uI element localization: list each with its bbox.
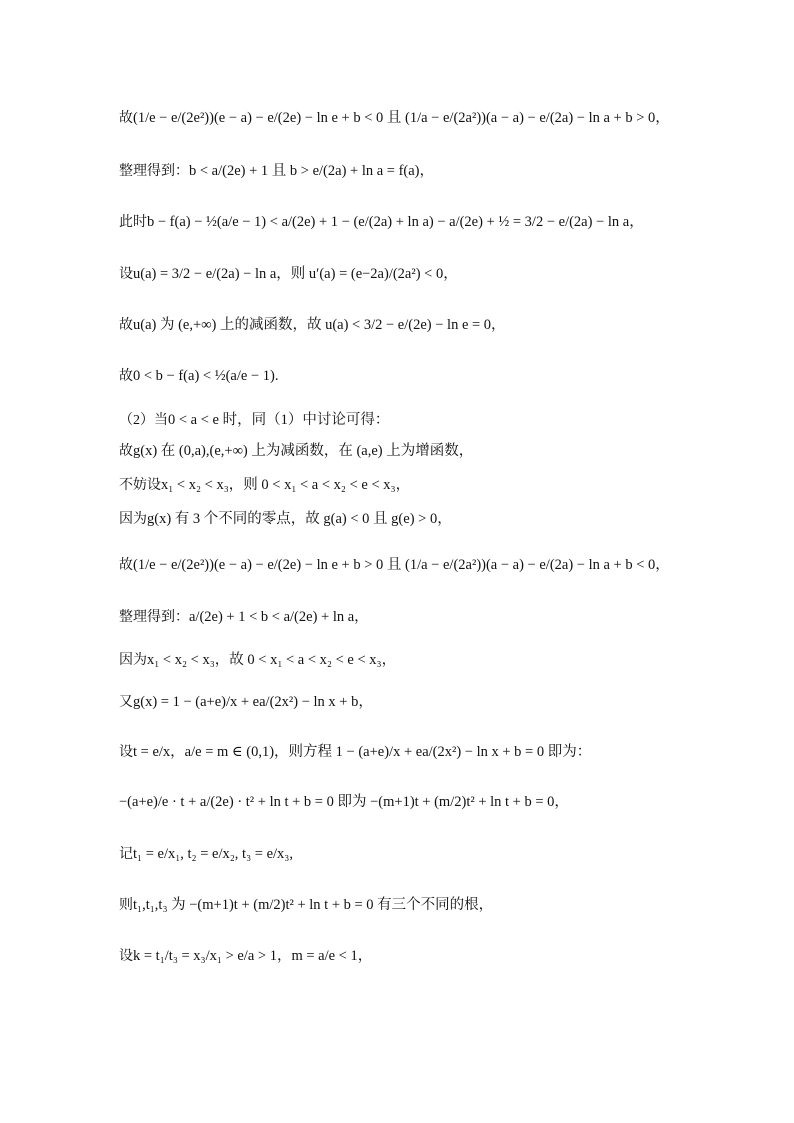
line-6-math: 0 < b − f(a) < ½(a/e − 1).	[133, 368, 279, 384]
line-14-prefix: 又	[119, 695, 133, 710]
line-7-math: 0 < a < e 时，同（1）中讨论可得：	[168, 412, 390, 428]
line-1-math: (1/e − e/(2e²))(e − a) − e/(2e) − ln e + b < 0 且 (1/a − e/(2a²))(a − a) − e/(2a) − ln a + b > 0，	[133, 110, 670, 126]
line-13-math: x₁ < x₂ < x₃，故 0 < x₁ < a < x₂ < e < x₃，	[147, 652, 397, 668]
solution-line-1	[119, 108, 754, 129]
line-5-math: u(a) 为 (e,+∞) 上的减函数，故 u(a) < 3/2 − e/(2e) − ln e = 0，	[133, 317, 506, 333]
line-8-prefix: 故	[119, 444, 133, 459]
solution-line-2	[119, 161, 754, 182]
line-2-prefix: 整理得到：	[119, 164, 189, 179]
line-19-prefix: 设	[119, 949, 133, 964]
line-18-prefix: 则	[119, 898, 133, 913]
line-12-math: a/(2e) + 1 < b < a/(2e) + ln a，	[189, 609, 369, 625]
line-10-prefix: 因为	[119, 512, 147, 527]
line-15-math: t = e/x，a/e = m ∈ (0,1)，则方程 1 − (a+e)/x + ea/(2x²) − ln x + b = 0 即为：	[133, 744, 592, 760]
line-9-prefix: 不妨设	[119, 478, 161, 493]
solution-line-17	[119, 844, 754, 865]
line-18-math: t₁,t₁,t₃ 为 −(m+1)t + (m/2)t² + ln t + b = 0 有三个不同的根，	[133, 897, 494, 913]
solution-line-15	[119, 742, 754, 763]
solution-line-19	[119, 946, 754, 967]
solution-line-3	[119, 212, 754, 233]
solution-line-16	[119, 792, 754, 813]
line-3-prefix: 此时	[119, 215, 147, 230]
line-4-prefix: 设	[119, 267, 133, 282]
solution-line-7	[119, 410, 754, 431]
line-11-math: (1/e − e/(2e²))(e − a) − e/(2e) − ln e + b > 0 且 (1/a − e/(2a²))(a − a) − e/(2a) − ln a + b < 0，	[133, 557, 670, 573]
line-6-prefix: 故	[119, 369, 133, 384]
line-10-math: g(x) 有 3 个不同的零点，故 g(a) < 0 且 g(e) > 0，	[147, 511, 452, 527]
solution-line-13	[119, 650, 754, 671]
solution-line-10	[119, 509, 754, 530]
line-4-math: u(a) = 3/2 − e/(2a) − ln a，则 u′(a) = (e−2a)/(2a²) < 0，	[133, 266, 458, 282]
line-8-math: g(x) 在 (0,a),(e,+∞) 上为减函数，在 (a,e) 上为增函数，	[133, 443, 474, 459]
line-19-math: k = t₁/t₃ = x₃/x₁ > e/a > 1，m = a/e < 1，	[133, 948, 373, 964]
solution-line-12	[119, 607, 754, 628]
line-5-prefix: 故	[119, 318, 133, 333]
solution-line-5	[119, 315, 754, 336]
line-12-prefix: 整理得到：	[119, 610, 189, 625]
line-11-prefix: 故	[119, 558, 133, 573]
line-1-prefix: 故	[119, 111, 133, 126]
line-9-math: x₁ < x₂ < x₃，则 0 < x₁ < a < x₂ < e < x₃，	[161, 477, 411, 493]
solution-line-9	[119, 475, 754, 496]
line-2-math: b < a/(2e) + 1 且 b > e/(2a) + ln a = f(a)，	[189, 163, 435, 179]
line-14-math: g(x) = 1 − (a+e)/x + ea/(2x²) − ln x + b，	[133, 694, 373, 710]
solution-line-4	[119, 264, 754, 285]
line-17-math: t₁ = e/x₁, t₂ = e/x₂, t₃ = e/x₃,	[133, 846, 293, 862]
solution-line-14	[119, 692, 754, 713]
line-17-prefix: 记	[119, 847, 133, 862]
line-7-prefix: （2）当	[119, 413, 168, 428]
line-15-prefix: 设	[119, 745, 133, 760]
solution-line-8	[119, 441, 754, 462]
line-3-math: b − f(a) − ½(a/e − 1) < a/(2e) + 1 − (e/(2a) + ln a) − a/(2e) + ½ = 3/2 − e/(2a) − ln a，	[147, 214, 644, 230]
line-13-prefix: 因为	[119, 653, 147, 668]
solution-line-6	[119, 366, 754, 387]
solution-line-11	[119, 555, 754, 576]
solution-line-18	[119, 895, 754, 916]
line-16-math: −(a+e)/e · t + a/(2e) · t² + ln t + b = 0 即为 −(m+1)t + (m/2)t² + ln t + b = 0，	[119, 794, 569, 810]
